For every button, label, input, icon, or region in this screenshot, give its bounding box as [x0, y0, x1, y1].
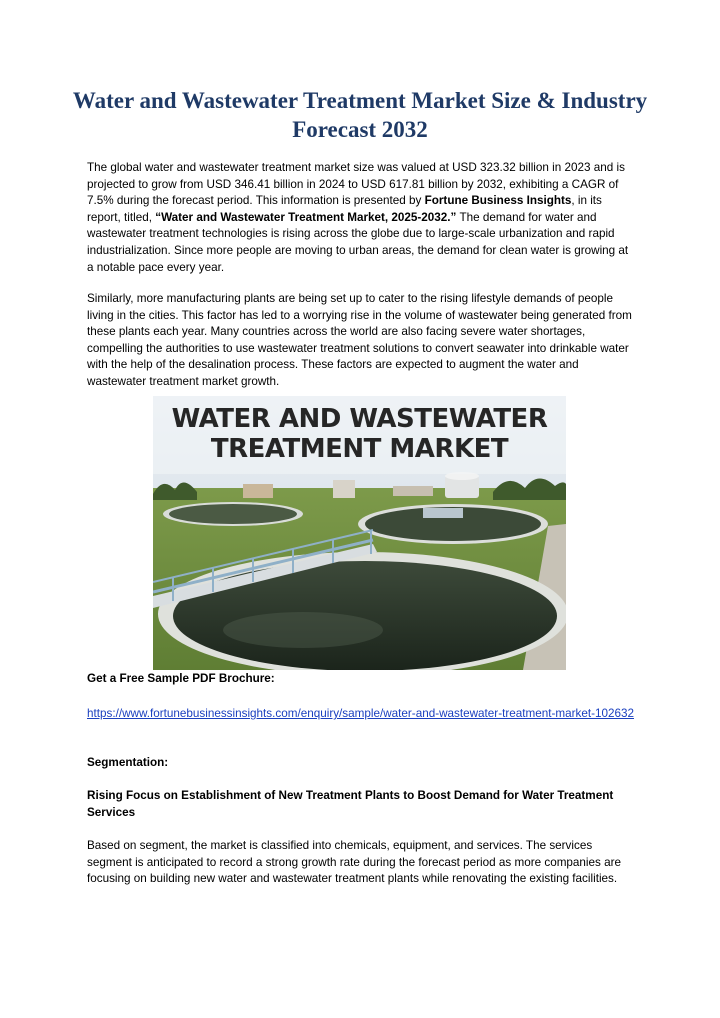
figure-title-line2: TREATMENT MARKET — [210, 434, 509, 464]
figure-title — [153, 404, 566, 464]
brochure-link[interactable]: https://www.fortunebusinessinsights.com/enquiry/sample/water-and-wastewater-treatment-market-102632 — [87, 707, 634, 720]
segment-paragraph: Based on segment, the market is classified into chemicals, equipment, and services. The services segment is anticipated to record a strong growth rate during the forecast period as more companies are focusing on building new water and wastewater treatment plants while renovating the existing facilities. — [87, 839, 622, 886]
publisher-name: Fortune Business Insights — [424, 194, 572, 208]
intro-paragraph — [87, 160, 635, 276]
treatment-plant-image — [153, 396, 566, 670]
growth-paragraph: Similarly, more manufacturing plants are being set up to cater to the rising lifestyle demands of people living in the cities. This factor has led to a worrying rise in the volume of wastewater being generated from these plants each year. Many countries across the world are also facing severe water shortages, compelling the authorities to use wastewater treatment solutions to convert seawater into drinkable water with the help of the desalination process. These factors are expected to augment the water and wastewater treatment market growth. — [87, 292, 632, 388]
page-title: Water and Wastewater Treatment Market Size & Industry Forecast 2032 — [72, 88, 648, 142]
brochure-link-line — [87, 706, 635, 723]
report-title: “Water and Wastewater Treatment Market, 2025-2032.” — [155, 210, 457, 224]
intro-text-c: The demand for water and wastewater treatment technologies is rising across the globe due to large-scale urbanization and rapid industrialization. Since more people are moving to urban areas, the demand for clean water is growing at a notable pace every year. — [87, 210, 629, 274]
intro-text-a: The global water and wastewater treatment market size was valued at USD 323.32 billion in 2023 and is projected to grow from USD 346.41 billion in 2024 to USD 617.81 billion by 2032, exhibiting a CAGR of 7.5% during the forecast period. This information is presented by — [87, 161, 625, 208]
figure-title-line1: WATER AND WASTEWATER — [171, 404, 548, 434]
brochure-heading: Get a Free Sample PDF Brochure: — [87, 672, 275, 685]
intro-text-b: , in its report, titled, — [87, 194, 602, 224]
segment-subheading: Rising Focus on Establishment of New Treatment Plants to Boost Demand for Water Treatment Services — [87, 789, 614, 819]
segmentation-heading: Segmentation: — [87, 756, 169, 769]
